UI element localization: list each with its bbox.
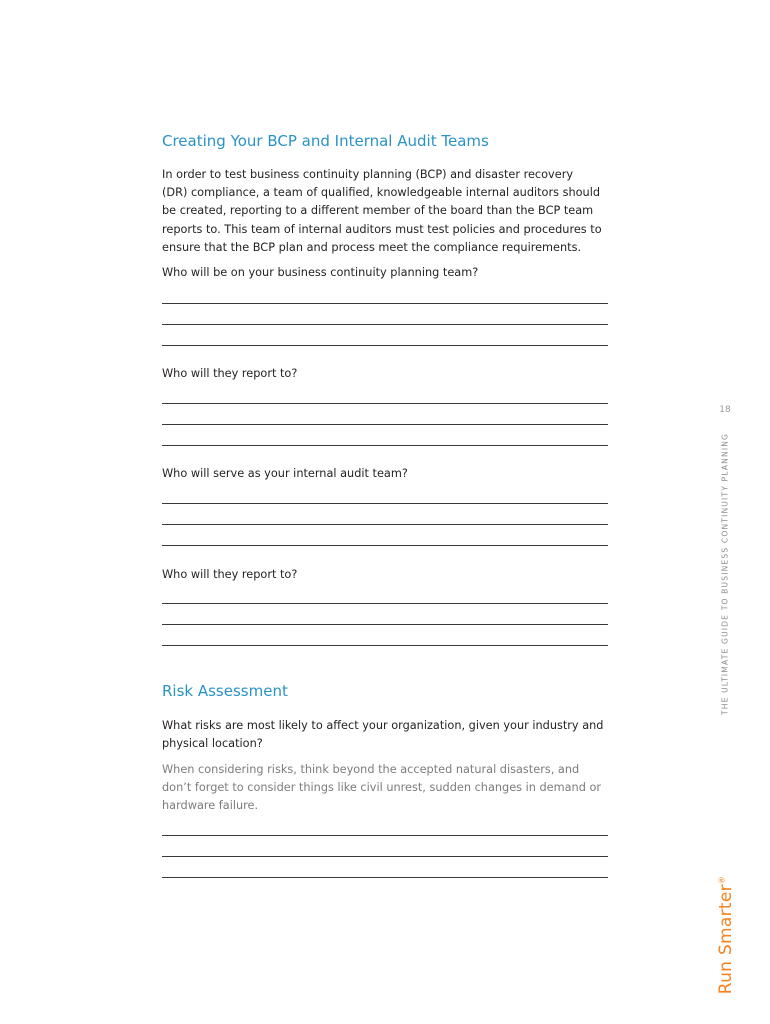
risk-hint-line: When considering risks, think beyond the accepted natural disasters, and — [162, 763, 580, 776]
risk-question-line: physical location? — [162, 737, 263, 751]
answer-line[interactable] — [162, 835, 608, 836]
question-bcp-team: Who will be on your business continuity planning team? — [162, 266, 479, 279]
risk-hint-line: hardware failure. — [162, 799, 259, 813]
answer-line[interactable] — [162, 403, 608, 404]
answer-line[interactable] — [162, 345, 608, 346]
brand-name: Run Smarter — [716, 884, 736, 995]
registered-mark: ® — [717, 875, 727, 885]
answer-line[interactable] — [162, 645, 608, 646]
answer-line[interactable] — [162, 624, 608, 625]
intro-line: be created, reporting to a different member of the board than the BCP team — [162, 204, 594, 218]
risk-hint — [162, 761, 608, 816]
section-heading-bcp-teams: Creating Your BCP and Internal Audit Teams — [162, 132, 489, 150]
brand-logo-text — [716, 876, 736, 995]
answer-line[interactable] — [162, 603, 608, 604]
answer-line[interactable] — [162, 424, 608, 425]
section-heading-risk-assessment: Risk Assessment — [162, 682, 288, 700]
answer-line[interactable] — [162, 303, 608, 304]
page-number: 18 — [719, 405, 731, 415]
answer-line[interactable] — [162, 524, 608, 525]
question-bcp-report-to: Who will they report to? — [162, 367, 298, 380]
answer-line[interactable] — [162, 856, 608, 857]
risk-question-line: What risks are most likely to affect your organization, given your industry and — [162, 719, 604, 732]
answer-line[interactable] — [162, 324, 608, 325]
answer-line[interactable] — [162, 877, 608, 878]
answer-line[interactable] — [162, 545, 608, 546]
guide-title-text: THE ULTIMATE GUIDE TO BUSINESS CONTINUITY PLANNING — [720, 432, 730, 716]
risk-hint-line: don’t forget to consider things like civil unrest, sudden changes in demand or — [162, 781, 602, 795]
answer-line[interactable] — [162, 445, 608, 446]
question-audit-team: Who will serve as your internal audit team? — [162, 467, 408, 480]
risk-question — [162, 717, 608, 753]
answer-line[interactable] — [162, 503, 608, 504]
intro-line: (DR) compliance, a team of qualified, knowledgeable internal auditors should — [162, 186, 601, 200]
intro-paragraph — [162, 166, 608, 257]
intro-line: reports to. This team of internal auditors must test policies and procedures to — [162, 222, 602, 236]
intro-line: ensure that the BCP plan and process meet the compliance requirements. — [162, 240, 582, 254]
intro-line: In order to test business continuity planning (BCP) and disaster recovery — [162, 168, 574, 181]
question-audit-report-to: Who will they report to? — [162, 568, 298, 581]
